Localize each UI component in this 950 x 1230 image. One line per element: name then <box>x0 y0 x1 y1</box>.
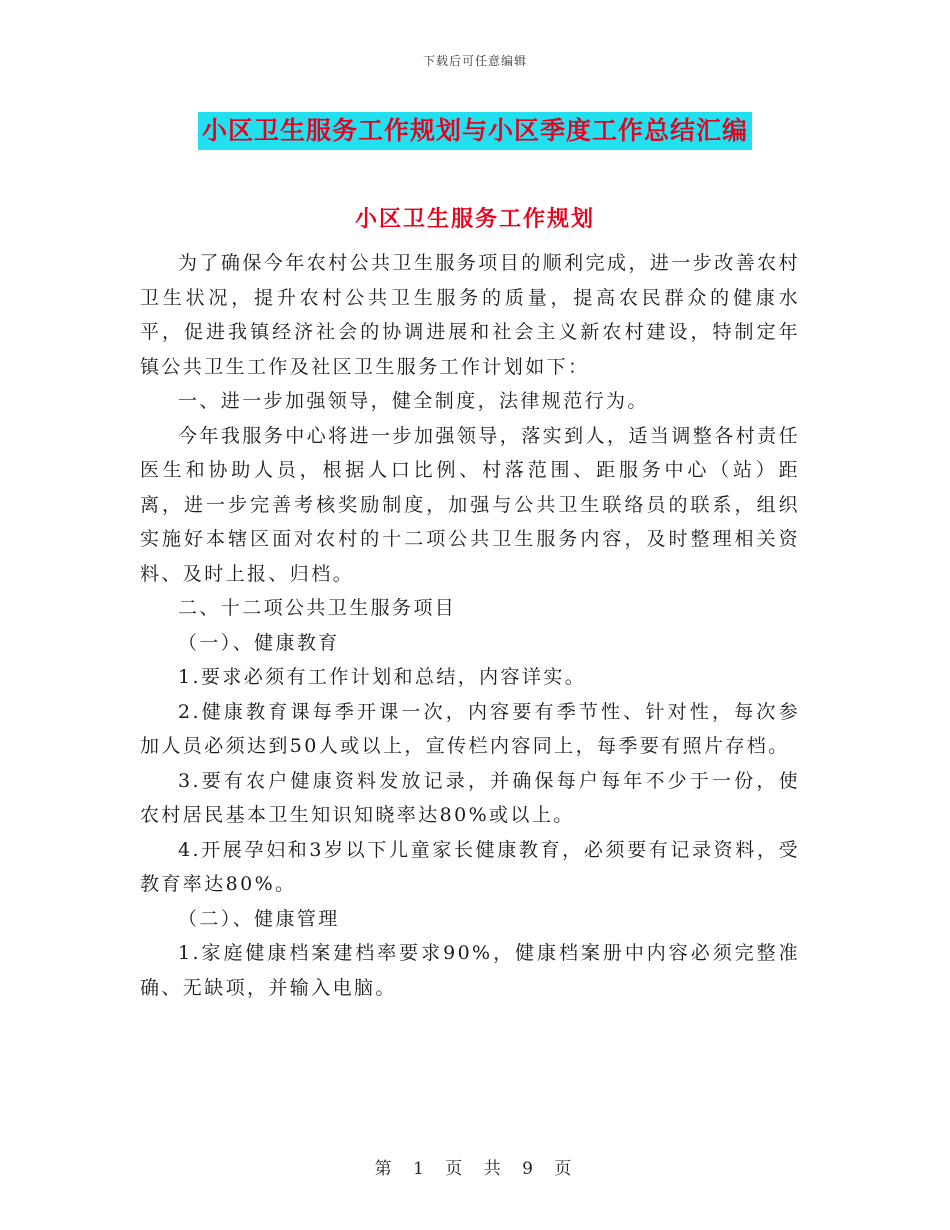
paragraph-intro: 为了确保今年农村公共卫生服务项目的顺利完成，进一步改善农村卫生状况，提升农村公共卫生服务的质量，提高农民群众的健康水平，促进我镇经济社会的协调进展和社会主义新农村建设，特制定年镇公共卫生工作及社区卫生服务工作计划如下： <box>140 252 800 378</box>
paragraph-heading-1: 一、进一步加强领导，健全制度，法律规范行为。 <box>178 390 649 412</box>
document-body <box>140 246 800 1005</box>
page-number: 第 1 页 共 9 页 <box>374 1159 576 1179</box>
paragraph-item: 1.要求必须有工作计划和总结，内容详实。 <box>178 666 587 688</box>
paragraph-subheading-health-management: （二）、健康管理 <box>178 907 340 930</box>
paragraph-item: 1.家庭健康档案建档率要求90%，健康档案册中内容必须完整准确、无缺项，并输入电脑。 <box>140 942 800 999</box>
document-title-container <box>0 112 950 150</box>
paragraph-subheading-health-education: （一）、健康教育 <box>178 631 340 654</box>
section-title: 小区卫生服务工作规划 <box>354 206 595 232</box>
paragraph-item: 4.开展孕妇和3岁以下儿童家长健康教育，必须要有记录资料，受教育率达80%。 <box>140 838 800 895</box>
paragraph-item: 3.要有农户健康资料发放记录，并确保每户每年不少于一份，使农村居民基本卫生知识知晓率达80%或以上。 <box>140 769 800 826</box>
paragraph-item: 2.健康教育课每季开课一次，内容要有季节性、针对性，每次参加人员必须达到50人或以上，宣传栏内容同上，每季要有照片存档。 <box>140 700 800 757</box>
paragraph-heading-2: 二、十二项公共卫生服务项目 <box>178 597 457 619</box>
document-title: 小区卫生服务工作规划与小区季度工作总结汇编 <box>198 112 752 150</box>
page-header-note: 下载后可任意编辑 <box>422 54 527 68</box>
paragraph-leadership: 今年我服务中心将进一步加强领导，落实到人，适当调整各村责任医生和协助人员，根据人口比例、村落范围、距服务中心（站）距离，进一步完善考核奖励制度，加强与公共卫生联络员的联系，组织实施好本辖区面对农村的十二项公共卫生服务内容，及时整理相关资料、及时上报、归档。 <box>140 424 800 585</box>
